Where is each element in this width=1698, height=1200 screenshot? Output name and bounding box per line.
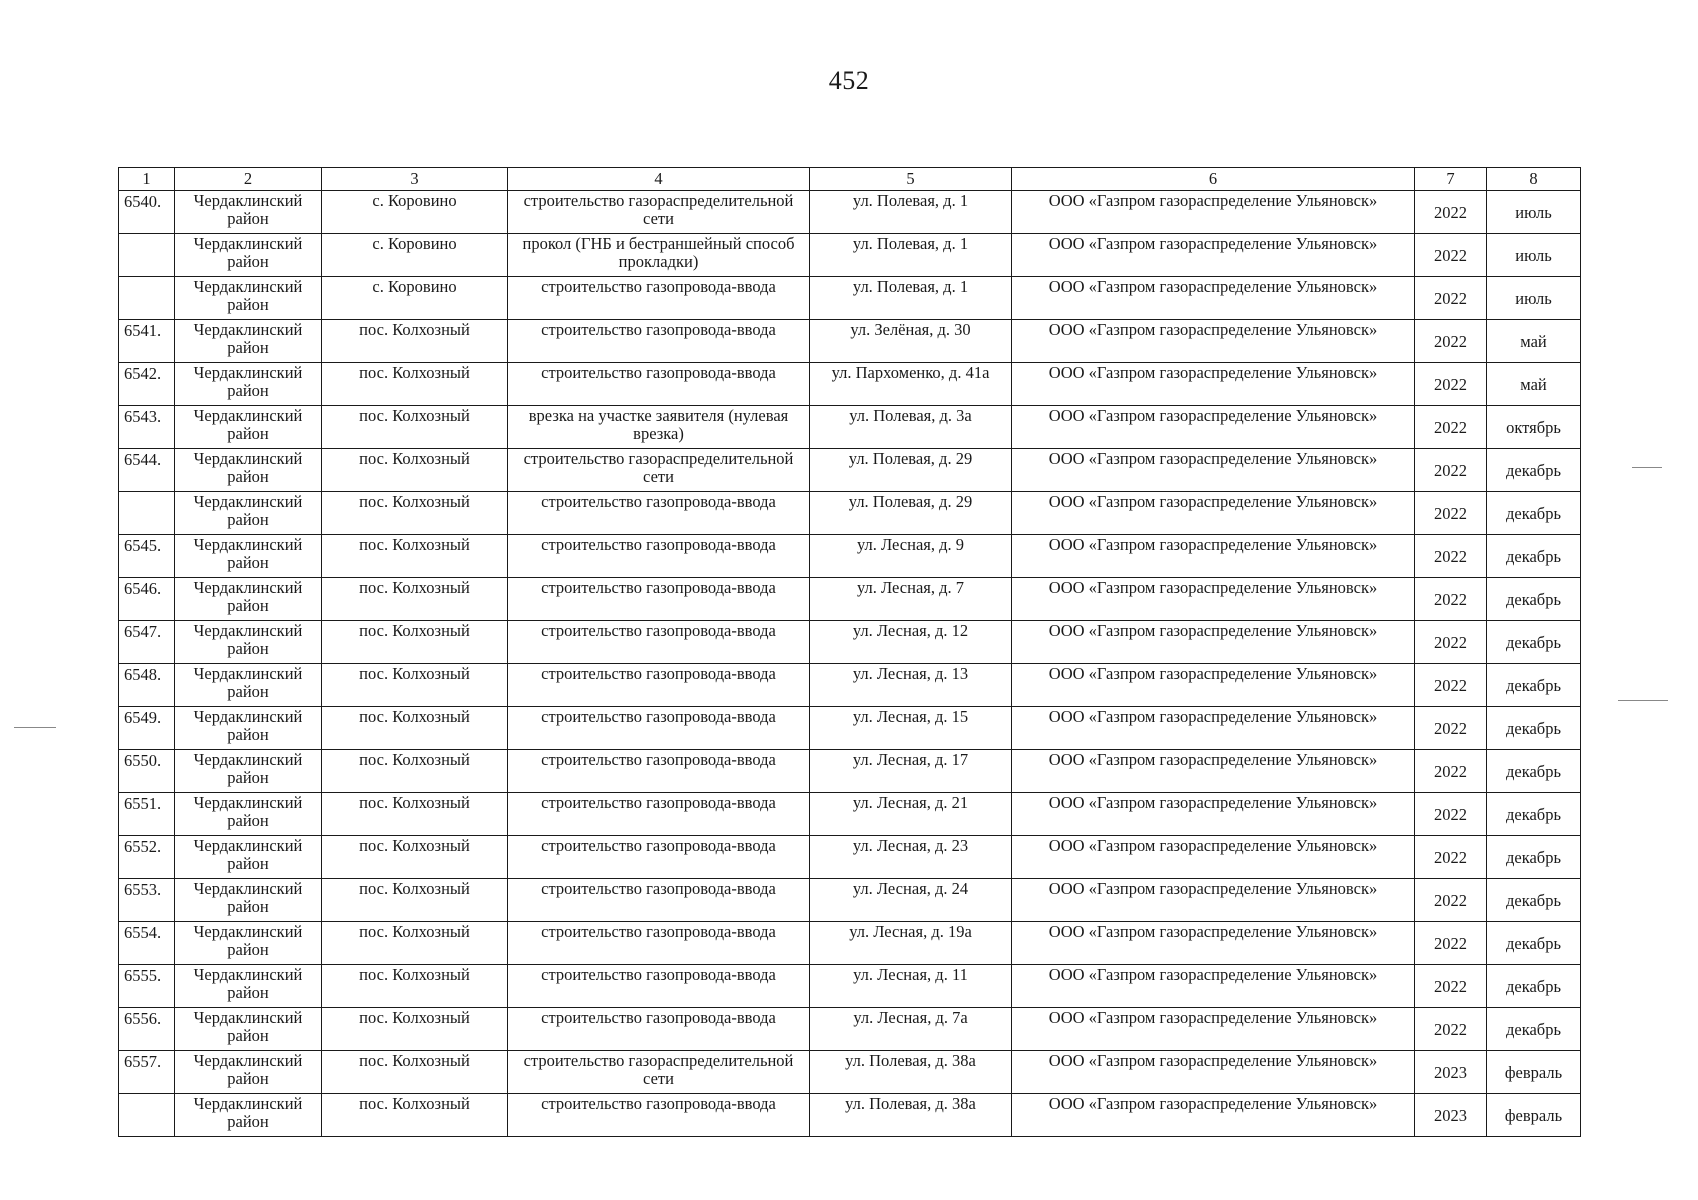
table-row — [119, 750, 1581, 793]
column-header: 6 — [1012, 168, 1415, 191]
table-row — [119, 1094, 1581, 1137]
district-cell: Чердаклинский район — [175, 535, 322, 578]
table-row — [119, 707, 1581, 750]
district-cell: Чердаклинский район — [175, 277, 322, 320]
month-cell: декабрь — [1487, 535, 1581, 578]
district-cell: Чердаклинский район — [175, 965, 322, 1008]
month-cell: декабрь — [1487, 922, 1581, 965]
organization-cell: ООО «Газпром газораспределение Ульяновск» — [1012, 406, 1415, 449]
table-row — [119, 664, 1581, 707]
address-cell: ул. Полевая, д. 38а — [810, 1051, 1012, 1094]
work-type-cell: строительство газопровода-ввода — [508, 277, 810, 320]
table-row — [119, 363, 1581, 406]
district-cell: Чердаклинский район — [175, 492, 322, 535]
district-cell: Чердаклинский район — [175, 234, 322, 277]
address-cell: ул. Лесная, д. 12 — [810, 621, 1012, 664]
month-cell: февраль — [1487, 1094, 1581, 1137]
year-cell: 2022 — [1415, 836, 1487, 879]
settlement-cell: пос. Колхозный — [322, 449, 508, 492]
district-cell: Чердаклинский район — [175, 707, 322, 750]
table-row — [119, 1008, 1581, 1051]
row-number: 6556. — [119, 1008, 175, 1051]
table-row — [119, 965, 1581, 1008]
year-cell: 2022 — [1415, 965, 1487, 1008]
settlement-cell: пос. Колхозный — [322, 363, 508, 406]
row-number — [119, 1094, 175, 1137]
address-cell: ул. Лесная, д. 15 — [810, 707, 1012, 750]
district-cell: Чердаклинский район — [175, 621, 322, 664]
settlement-cell: пос. Колхозный — [322, 320, 508, 363]
year-cell: 2022 — [1415, 191, 1487, 234]
scan-artifact — [1618, 700, 1668, 701]
year-cell: 2022 — [1415, 535, 1487, 578]
row-number: 6540. — [119, 191, 175, 234]
row-number: 6543. — [119, 406, 175, 449]
table-container — [118, 167, 1581, 1137]
table-row — [119, 449, 1581, 492]
district-cell: Чердаклинский район — [175, 406, 322, 449]
address-cell: ул. Полевая, д. 1 — [810, 277, 1012, 320]
year-cell: 2023 — [1415, 1051, 1487, 1094]
organization-cell: ООО «Газпром газораспределение Ульяновск» — [1012, 191, 1415, 234]
work-type-cell: строительство газопровода-ввода — [508, 750, 810, 793]
district-cell: Чердаклинский район — [175, 879, 322, 922]
organization-cell: ООО «Газпром газораспределение Ульяновск» — [1012, 750, 1415, 793]
work-type-cell: строительство газораспределительной сети — [508, 191, 810, 234]
year-cell: 2022 — [1415, 406, 1487, 449]
address-cell: ул. Лесная, д. 7 — [810, 578, 1012, 621]
column-header: 1 — [119, 168, 175, 191]
settlement-cell: пос. Колхозный — [322, 965, 508, 1008]
table-row — [119, 492, 1581, 535]
settlement-cell: пос. Колхозный — [322, 922, 508, 965]
settlement-cell: пос. Колхозный — [322, 879, 508, 922]
district-cell: Чердаклинский район — [175, 922, 322, 965]
table-row — [119, 277, 1581, 320]
table-row — [119, 535, 1581, 578]
table-row — [119, 406, 1581, 449]
work-type-cell: строительство газопровода-ввода — [508, 492, 810, 535]
organization-cell: ООО «Газпром газораспределение Ульяновск» — [1012, 707, 1415, 750]
work-type-cell: врезка на участке заявителя (нулевая врезка) — [508, 406, 810, 449]
year-cell: 2022 — [1415, 793, 1487, 836]
month-cell: декабрь — [1487, 965, 1581, 1008]
year-cell: 2022 — [1415, 277, 1487, 320]
settlement-cell: пос. Колхозный — [322, 793, 508, 836]
settlement-cell: пос. Колхозный — [322, 1051, 508, 1094]
page-number: 452 — [828, 66, 870, 95]
row-number: 6542. — [119, 363, 175, 406]
table-header — [119, 168, 1581, 191]
table-row — [119, 836, 1581, 879]
settlement-cell: пос. Колхозный — [322, 535, 508, 578]
address-cell: ул. Полевая, д. 29 — [810, 492, 1012, 535]
district-cell: Чердаклинский район — [175, 793, 322, 836]
column-header: 3 — [322, 168, 508, 191]
row-number: 6546. — [119, 578, 175, 621]
column-header: 8 — [1487, 168, 1581, 191]
month-cell: декабрь — [1487, 621, 1581, 664]
month-cell: октябрь — [1487, 406, 1581, 449]
year-cell: 2022 — [1415, 750, 1487, 793]
district-cell: Чердаклинский район — [175, 1051, 322, 1094]
district-cell: Чердаклинский район — [175, 1094, 322, 1137]
header-row — [119, 168, 1581, 191]
table-row — [119, 879, 1581, 922]
work-type-cell: строительство газопровода-ввода — [508, 621, 810, 664]
table-row — [119, 922, 1581, 965]
address-cell: ул. Лесная, д. 21 — [810, 793, 1012, 836]
work-type-cell: строительство газопровода-ввода — [508, 707, 810, 750]
organization-cell: ООО «Газпром газораспределение Ульяновск» — [1012, 621, 1415, 664]
row-number — [119, 492, 175, 535]
address-cell: ул. Лесная, д. 19а — [810, 922, 1012, 965]
work-type-cell: строительство газопровода-ввода — [508, 965, 810, 1008]
month-cell: декабрь — [1487, 750, 1581, 793]
work-type-cell: строительство газопровода-ввода — [508, 1094, 810, 1137]
row-number: 6541. — [119, 320, 175, 363]
district-cell: Чердаклинский район — [175, 191, 322, 234]
row-number — [119, 234, 175, 277]
organization-cell: ООО «Газпром газораспределение Ульяновск» — [1012, 449, 1415, 492]
district-cell: Чердаклинский район — [175, 578, 322, 621]
settlement-cell: с. Коровино — [322, 277, 508, 320]
organization-cell: ООО «Газпром газораспределение Ульяновск» — [1012, 664, 1415, 707]
year-cell: 2022 — [1415, 320, 1487, 363]
settlement-cell: пос. Колхозный — [322, 578, 508, 621]
organization-cell: ООО «Газпром газораспределение Ульяновск» — [1012, 578, 1415, 621]
organization-cell: ООО «Газпром газораспределение Ульяновск» — [1012, 1051, 1415, 1094]
row-number: 6553. — [119, 879, 175, 922]
year-cell: 2022 — [1415, 492, 1487, 535]
month-cell: декабрь — [1487, 793, 1581, 836]
organization-cell: ООО «Газпром газораспределение Ульяновск» — [1012, 320, 1415, 363]
month-cell: июль — [1487, 191, 1581, 234]
address-cell: ул. Полевая, д. 3а — [810, 406, 1012, 449]
table-body — [119, 191, 1581, 1137]
table-row — [119, 191, 1581, 234]
month-cell: декабрь — [1487, 1008, 1581, 1051]
address-cell: ул. Полевая, д. 1 — [810, 191, 1012, 234]
year-cell: 2022 — [1415, 234, 1487, 277]
address-cell: ул. Лесная, д. 24 — [810, 879, 1012, 922]
organization-cell: ООО «Газпром газораспределение Ульяновск» — [1012, 922, 1415, 965]
row-number: 6551. — [119, 793, 175, 836]
work-type-cell: строительство газопровода-ввода — [508, 535, 810, 578]
settlement-cell: пос. Колхозный — [322, 707, 508, 750]
settlement-cell: пос. Колхозный — [322, 750, 508, 793]
organization-cell: ООО «Газпром газораспределение Ульяновск» — [1012, 1008, 1415, 1051]
month-cell: декабрь — [1487, 492, 1581, 535]
address-cell: ул. Лесная, д. 17 — [810, 750, 1012, 793]
year-cell: 2022 — [1415, 1008, 1487, 1051]
work-type-cell: строительство газопровода-ввода — [508, 793, 810, 836]
row-number: 6549. — [119, 707, 175, 750]
address-cell: ул. Пархоменко, д. 41а — [810, 363, 1012, 406]
district-cell: Чердаклинский район — [175, 664, 322, 707]
organization-cell: ООО «Газпром газораспределение Ульяновск» — [1012, 836, 1415, 879]
work-type-cell: строительство газопровода-ввода — [508, 664, 810, 707]
work-type-cell: строительство газораспределительной сети — [508, 1051, 810, 1094]
work-type-cell: строительство газопровода-ввода — [508, 363, 810, 406]
settlement-cell: пос. Колхозный — [322, 492, 508, 535]
settlement-cell: пос. Колхозный — [322, 1094, 508, 1137]
district-cell: Чердаклинский район — [175, 750, 322, 793]
organization-cell: ООО «Газпром газораспределение Ульяновск» — [1012, 535, 1415, 578]
month-cell: декабрь — [1487, 578, 1581, 621]
settlement-cell: с. Коровино — [322, 191, 508, 234]
month-cell: май — [1487, 320, 1581, 363]
organization-cell: ООО «Газпром газораспределение Ульяновск» — [1012, 965, 1415, 1008]
organization-cell: ООО «Газпром газораспределение Ульяновск» — [1012, 879, 1415, 922]
work-type-cell: прокол (ГНБ и бестраншейный способ прокладки) — [508, 234, 810, 277]
organization-cell: ООО «Газпром газораспределение Ульяновск» — [1012, 234, 1415, 277]
address-cell: ул. Полевая, д. 1 — [810, 234, 1012, 277]
table-row — [119, 1051, 1581, 1094]
month-cell: май — [1487, 363, 1581, 406]
settlement-cell: пос. Колхозный — [322, 621, 508, 664]
organization-cell: ООО «Газпром газораспределение Ульяновск» — [1012, 1094, 1415, 1137]
settlement-cell: пос. Колхозный — [322, 406, 508, 449]
month-cell: декабрь — [1487, 836, 1581, 879]
row-number: 6555. — [119, 965, 175, 1008]
work-type-cell: строительство газопровода-ввода — [508, 1008, 810, 1051]
address-cell: ул. Лесная, д. 9 — [810, 535, 1012, 578]
row-number: 6545. — [119, 535, 175, 578]
year-cell: 2022 — [1415, 363, 1487, 406]
month-cell: декабрь — [1487, 707, 1581, 750]
month-cell: июль — [1487, 234, 1581, 277]
settlement-cell: пос. Колхозный — [322, 836, 508, 879]
year-cell: 2023 — [1415, 1094, 1487, 1137]
table-row — [119, 793, 1581, 836]
scan-artifact — [1632, 467, 1662, 468]
row-number — [119, 277, 175, 320]
work-type-cell: строительство газопровода-ввода — [508, 836, 810, 879]
year-cell: 2022 — [1415, 578, 1487, 621]
district-cell: Чердаклинский район — [175, 836, 322, 879]
organization-cell: ООО «Газпром газораспределение Ульяновск» — [1012, 363, 1415, 406]
row-number: 6552. — [119, 836, 175, 879]
month-cell: декабрь — [1487, 449, 1581, 492]
table-row — [119, 578, 1581, 621]
organization-cell: ООО «Газпром газораспределение Ульяновск» — [1012, 277, 1415, 320]
address-cell: ул. Полевая, д. 29 — [810, 449, 1012, 492]
row-number: 6547. — [119, 621, 175, 664]
data-table — [118, 167, 1581, 1137]
district-cell: Чердаклинский район — [175, 449, 322, 492]
column-header: 5 — [810, 168, 1012, 191]
table-row — [119, 234, 1581, 277]
year-cell: 2022 — [1415, 621, 1487, 664]
settlement-cell: пос. Колхозный — [322, 664, 508, 707]
district-cell: Чердаклинский район — [175, 363, 322, 406]
work-type-cell: строительство газопровода-ввода — [508, 320, 810, 363]
month-cell: декабрь — [1487, 664, 1581, 707]
row-number: 6554. — [119, 922, 175, 965]
scan-artifact — [14, 727, 56, 728]
year-cell: 2022 — [1415, 449, 1487, 492]
row-number: 6550. — [119, 750, 175, 793]
settlement-cell: пос. Колхозный — [322, 1008, 508, 1051]
work-type-cell: строительство газопровода-ввода — [508, 922, 810, 965]
work-type-cell: строительство газораспределительной сети — [508, 449, 810, 492]
year-cell: 2022 — [1415, 707, 1487, 750]
work-type-cell: строительство газопровода-ввода — [508, 578, 810, 621]
address-cell: ул. Лесная, д. 23 — [810, 836, 1012, 879]
address-cell: ул. Лесная, д. 7а — [810, 1008, 1012, 1051]
district-cell: Чердаклинский район — [175, 1008, 322, 1051]
address-cell: ул. Полевая, д. 38а — [810, 1094, 1012, 1137]
year-cell: 2022 — [1415, 879, 1487, 922]
column-header: 2 — [175, 168, 322, 191]
organization-cell: ООО «Газпром газораспределение Ульяновск» — [1012, 492, 1415, 535]
row-number: 6548. — [119, 664, 175, 707]
month-cell: февраль — [1487, 1051, 1581, 1094]
year-cell: 2022 — [1415, 664, 1487, 707]
table-row — [119, 621, 1581, 664]
row-number: 6557. — [119, 1051, 175, 1094]
month-cell: июль — [1487, 277, 1581, 320]
district-cell: Чердаклинский район — [175, 320, 322, 363]
work-type-cell: строительство газопровода-ввода — [508, 879, 810, 922]
column-header: 7 — [1415, 168, 1487, 191]
table-row — [119, 320, 1581, 363]
address-cell: ул. Зелёная, д. 30 — [810, 320, 1012, 363]
address-cell: ул. Лесная, д. 13 — [810, 664, 1012, 707]
settlement-cell: с. Коровино — [322, 234, 508, 277]
column-header: 4 — [508, 168, 810, 191]
row-number: 6544. — [119, 449, 175, 492]
month-cell: декабрь — [1487, 879, 1581, 922]
organization-cell: ООО «Газпром газораспределение Ульяновск» — [1012, 793, 1415, 836]
address-cell: ул. Лесная, д. 11 — [810, 965, 1012, 1008]
year-cell: 2022 — [1415, 922, 1487, 965]
